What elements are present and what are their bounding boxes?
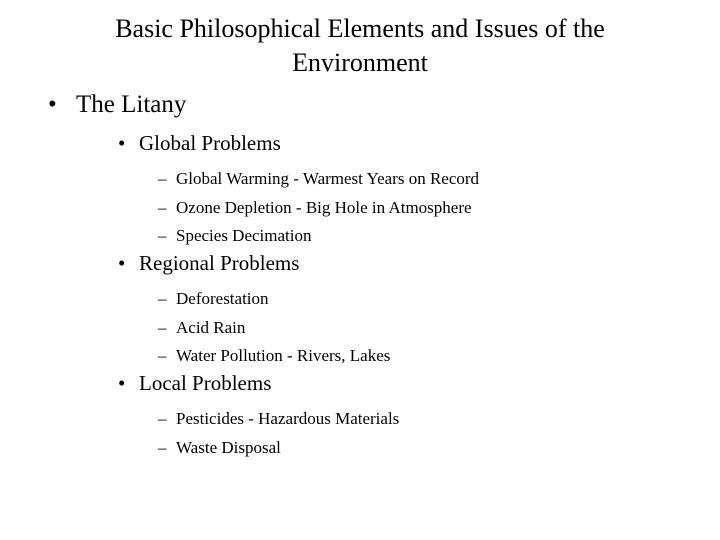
group-heading [118,369,399,397]
sub-item-list [158,285,390,371]
group-heading-text: Regional Problems [139,251,300,275]
title-line-1: Basic Philosophical Elements and Issues of the [115,14,605,43]
sub-item-list [158,165,479,251]
list-item [158,434,399,463]
list-item-text: Global Warming - Warmest Years on Record [176,169,480,188]
bullet-dot-icon: • [118,371,126,395]
slide-title [40,12,680,80]
dash-bullet-icon: – [158,409,167,428]
main-bullet [48,88,186,122]
dash-bullet-icon: – [158,169,167,188]
bullet-dot-icon: • [48,91,57,118]
dash-bullet-icon: – [158,346,167,365]
dash-bullet-icon: – [158,197,167,217]
list-item [158,314,390,343]
list-item-text: Water Pollution - Rivers, Lakes [176,346,391,365]
dash-bullet-icon: – [158,289,167,308]
problem-group-regional [118,249,390,371]
group-heading-text: Local Problems [139,371,272,395]
list-item [158,165,479,194]
group-heading [118,249,390,277]
group-heading-text: Global Problems [139,131,281,155]
list-item [158,342,390,371]
list-item [158,285,390,314]
problem-group-local [118,369,399,462]
list-item [158,405,399,434]
list-item-text: Deforestation [176,289,269,308]
list-item [158,194,479,223]
list-item-text: Pesticides - Hazardous Materials [176,409,400,428]
bullet-dot-icon: • [118,131,126,155]
dash-bullet-icon: – [158,437,167,457]
list-item-text: Ozone Depletion - Big Hole in Atmosphere [176,197,472,217]
list-item [158,222,479,251]
title-line-2: Environment [292,48,428,77]
dash-bullet-icon: – [158,317,167,337]
problem-group-global [118,129,479,251]
list-item-text: Acid Rain [176,317,246,337]
main-point-text: The Litany [76,91,187,118]
list-item-text: Species Decimation [176,226,312,245]
list-item-text: Waste Disposal [176,437,281,457]
bullet-dot-icon: • [118,251,126,275]
sub-item-list [158,405,399,462]
dash-bullet-icon: – [158,226,167,245]
group-heading [118,129,479,157]
